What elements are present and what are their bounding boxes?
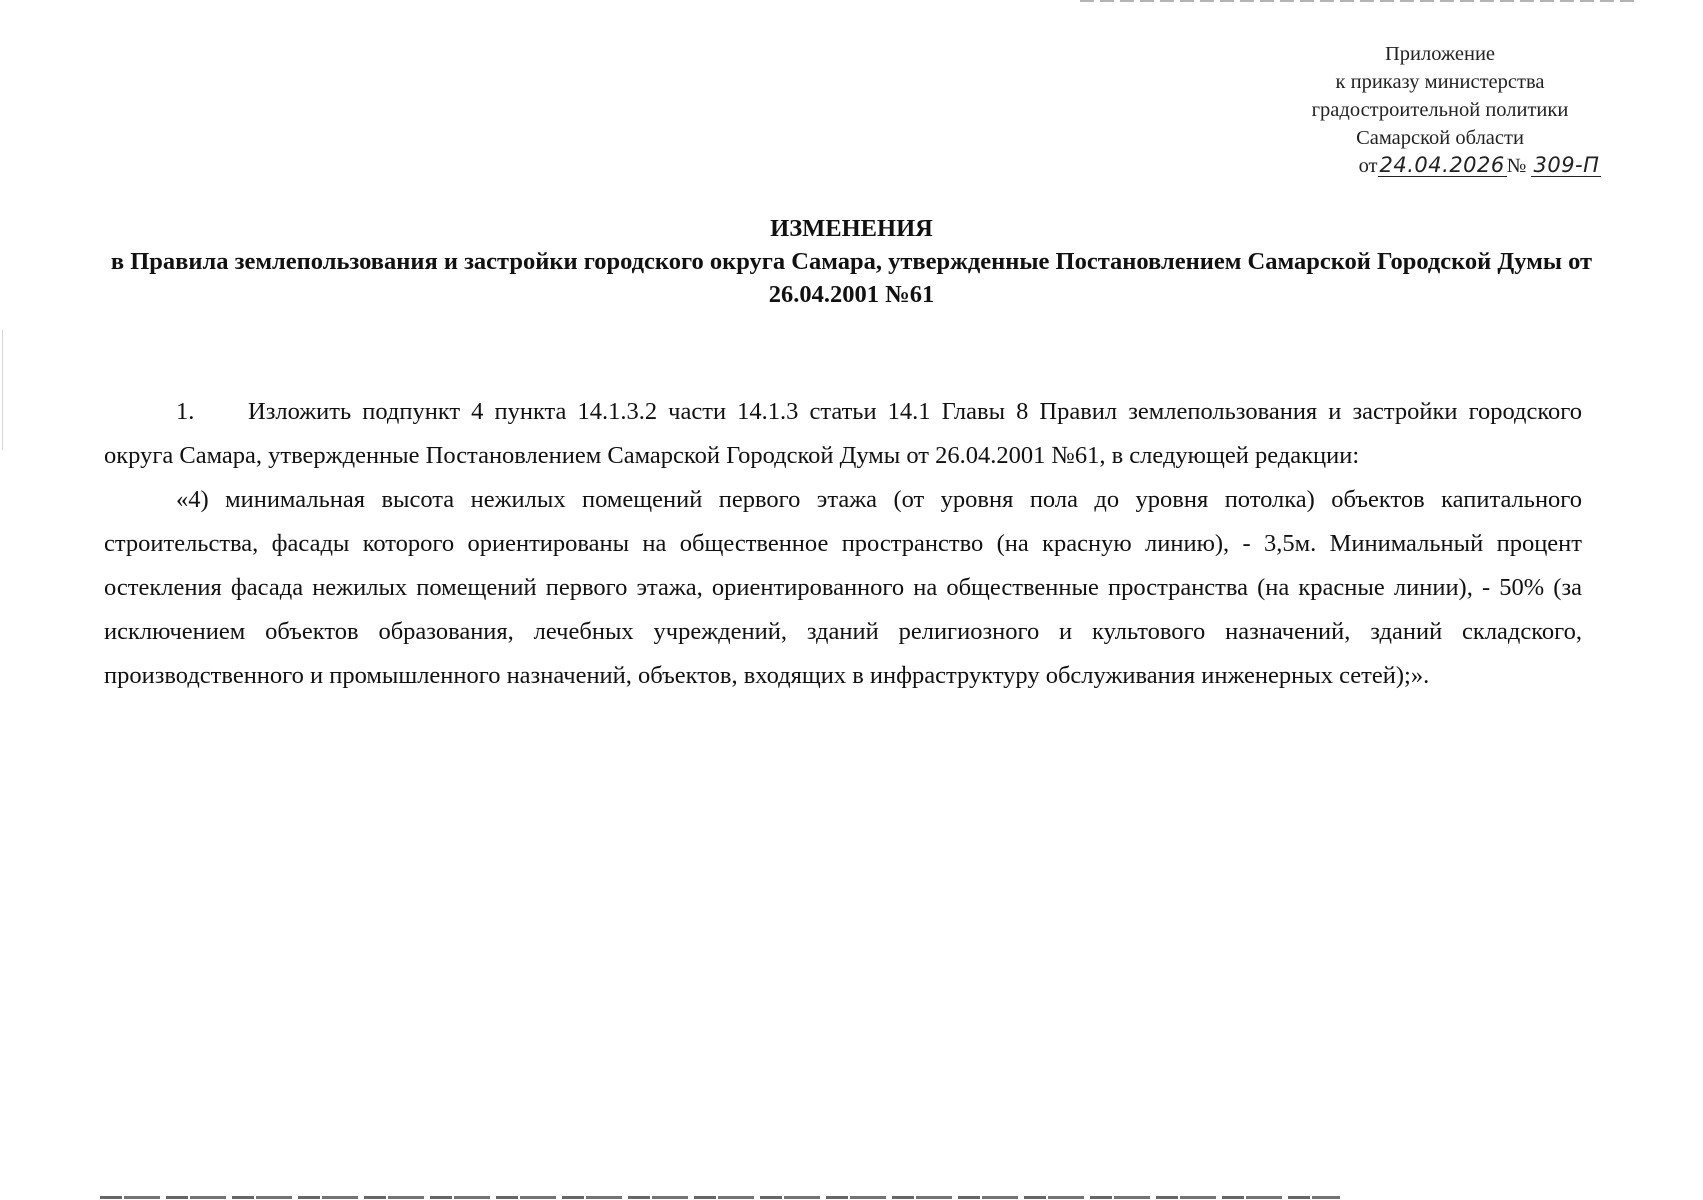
document-title: ИЗМЕНЕНИЯ: [770, 215, 933, 242]
date-prefix: от: [1358, 155, 1378, 177]
approval-date-line: [1230, 152, 1650, 180]
paragraph-item-1: [104, 390, 1582, 478]
handwritten-date: 24.04.2026: [1379, 153, 1505, 177]
document-title-block: [100, 212, 1603, 311]
document-subtitle: в Правила землепользования и застройки городского округа Самара, утвержденные Постановлением Самарской Городской Думы от 26.04.2001 №61: [110, 248, 1593, 308]
paragraph-quote: «4) минимальная высота нежилых помещений первого этажа (от уровня пола до уровня потолка) объектов капитального строительства, фасады которого ориентированы на общественное пространство (на красную линию), - 3,5м. Минимальный процент остекления фасада нежилых помещений первого этажа, ориентированного на общественные пространства (на красные линии), - 50% (за исключением объектов образования, лечебных учреждений, зданий религиозного и культового назначений, зданий складского, производственного и промышленного назначений, объектов, входящих в инфраструктуру обслуживания инженерных сетей);».: [104, 486, 1582, 689]
item-number: 1.: [176, 398, 195, 425]
number-prefix: №: [1506, 155, 1527, 177]
scan-edge-bottom: [100, 1196, 1340, 1199]
scan-edge-left: [2, 330, 3, 450]
item-1-text: Изложить подпункт 4 пункта 14.1.3.2 части 14.1.3 статьи 14.1 Главы 8 Правил землепользования и застройки городского округа Самара, утвержденные Постановлением Самарской Городской Думы от 26.04.2001 №61, в следующей редакции:: [104, 398, 1582, 469]
approval-line-2: к приказу министерства: [1335, 71, 1545, 93]
approval-line-3: градостроительной политики: [1311, 99, 1569, 121]
document-body: [104, 390, 1582, 698]
approval-line-1: Приложение: [1384, 43, 1496, 65]
handwritten-number: 309-П: [1533, 153, 1600, 177]
approval-stamp-block: [1230, 40, 1650, 180]
scan-edge-top: [1080, 0, 1640, 2]
approval-line-4: Самарской области: [1356, 127, 1524, 149]
